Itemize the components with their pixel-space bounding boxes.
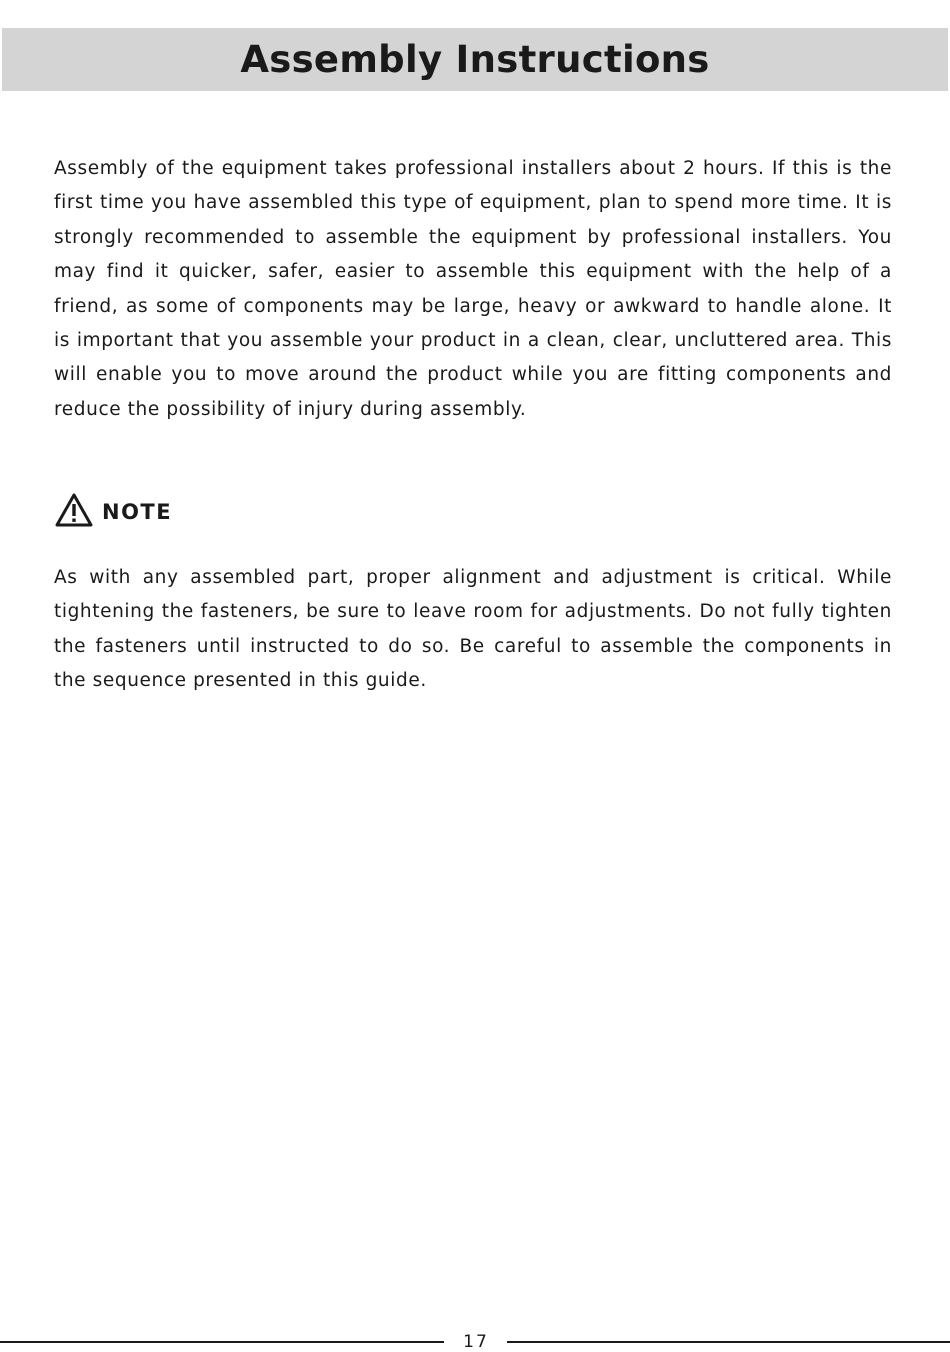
note-paragraph: As with any assembled part, proper alignment and adjustment is critical. While tightening the fasteners, be sure to leave room for adjustments. Do not fully tighten the fasteners until instructed to do so. Be careful to assemble the components in the sequence presented in this guide. bbox=[54, 567, 892, 692]
title-bar bbox=[2, 28, 948, 91]
note-label: NOTE bbox=[102, 500, 173, 524]
intro-paragraph: Assembly of the equipment takes professional installers about 2 hours. If this is the first time you have assembled this type of equipment, plan to spend more time. It is strongly recommended to assemble the equipment by professional installers. You may find it quicker, safer, easier to assemble this equipment with the help of a friend, as some of components may be large, heavy or awkward to handle alone. It is important that you assemble your product in a clean, clear, uncluttered area. This will enable you to move around the product while you are fitting components and reduce the possibility of injury during assembly. bbox=[54, 158, 892, 420]
page-number: 17 bbox=[463, 1332, 489, 1352]
footer-rule-left bbox=[0, 1341, 444, 1343]
note-heading bbox=[54, 492, 172, 532]
page-title: Assembly Instructions bbox=[240, 38, 710, 81]
footer-rule-right bbox=[507, 1341, 950, 1343]
warning-triangle-icon bbox=[54, 492, 94, 532]
